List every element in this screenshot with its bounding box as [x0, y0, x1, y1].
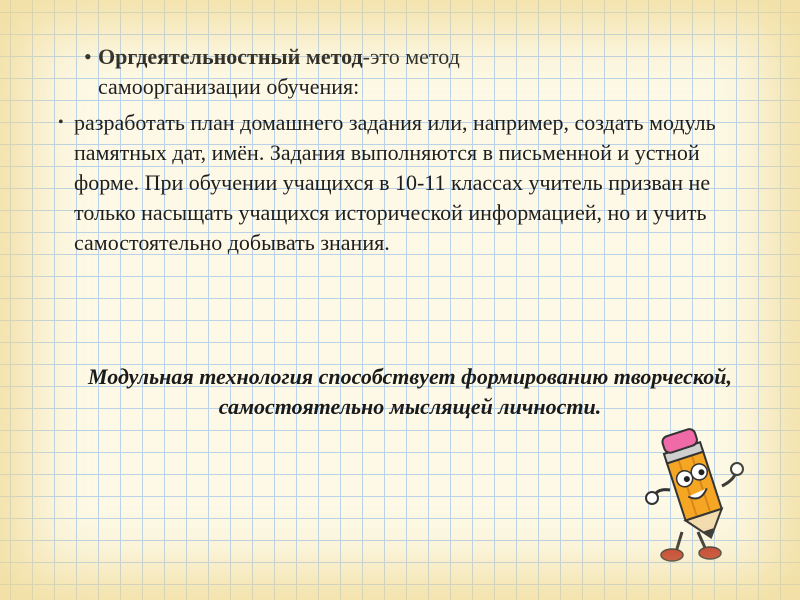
bullet-text	[84, 42, 604, 102]
definition: -это метод самоорганизации обучения:	[98, 44, 460, 99]
bullet-orgmethod	[84, 42, 604, 102]
bullet-marker: •	[84, 44, 92, 69]
bold-term: Оргдеятельностный метод	[98, 44, 363, 69]
bullet-text: разработать план домашнего задания или, например, создать модуль памятных дат, имён. Задания выполняются в письменной и устной форме. При обучении учащихся в 10-11 классах учитель призван не только насыщать учащихся исторической информацией, но и учить самостоятельно добывать знания.	[74, 110, 716, 255]
bullet-homework	[58, 108, 718, 258]
bullet-marker: •	[58, 114, 64, 131]
pencil-mascot-icon	[640, 428, 750, 568]
conclusion-text: Модульная технология способствует формированию творческой, самостоятельно мыслящей личности.	[88, 364, 732, 419]
